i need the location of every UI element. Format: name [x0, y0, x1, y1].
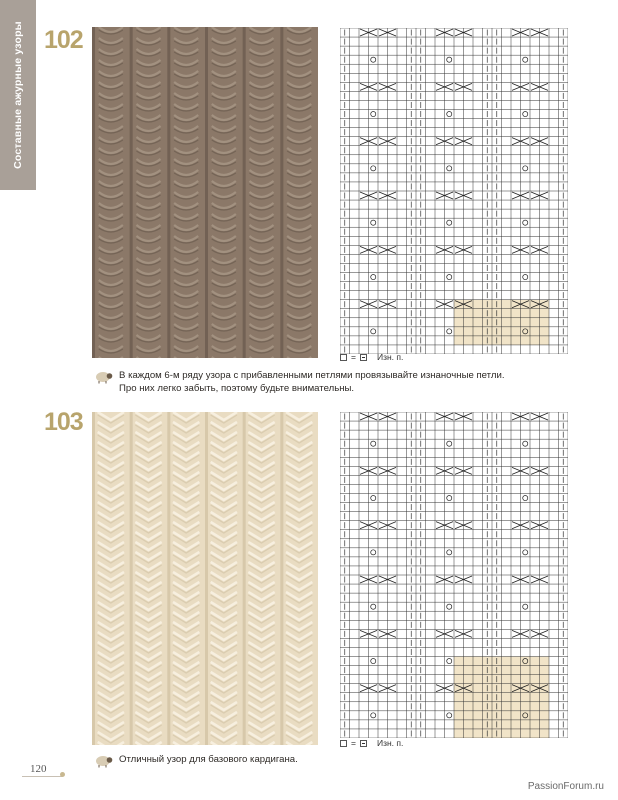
legend-text-103: Изн. п.	[376, 738, 404, 748]
legend-102: = Изн. п.	[340, 352, 403, 362]
note-103	[93, 753, 298, 768]
page-number: 120	[30, 763, 47, 775]
watermark: PassionForum.ru	[527, 781, 604, 792]
dot-icon	[60, 772, 65, 777]
note-102	[93, 369, 505, 395]
chart-103	[340, 412, 568, 738]
legend-text-102: Изн. п.	[376, 352, 404, 362]
footer-rule	[22, 776, 62, 777]
side-tab	[0, 0, 36, 190]
knit-symbol-icon	[340, 354, 347, 361]
knit-symbol-icon	[340, 740, 347, 747]
purl-symbol-icon	[360, 740, 367, 747]
legend-103: = Изн. п.	[340, 738, 403, 748]
note-102-line-1: В каждом 6-м ряду узора с прибавленными петлями провязывайте изнаночные петли.	[119, 370, 505, 381]
sheep-icon	[93, 370, 113, 384]
purl-symbol-icon	[360, 354, 367, 361]
sheep-icon	[93, 754, 113, 768]
side-tab-label: Составные ажурные узоры	[12, 21, 24, 169]
chart-102	[340, 28, 568, 354]
note-102-line-2: Про них легко забыть, поэтому будьте внимательны.	[119, 383, 355, 394]
note-103-line-1: Отличный узор для базового кардигана.	[119, 754, 298, 765]
pattern-number-103: 103	[44, 408, 83, 436]
pattern-number-102: 102	[44, 26, 83, 54]
swatch-102	[92, 27, 318, 358]
swatch-103	[92, 412, 318, 745]
